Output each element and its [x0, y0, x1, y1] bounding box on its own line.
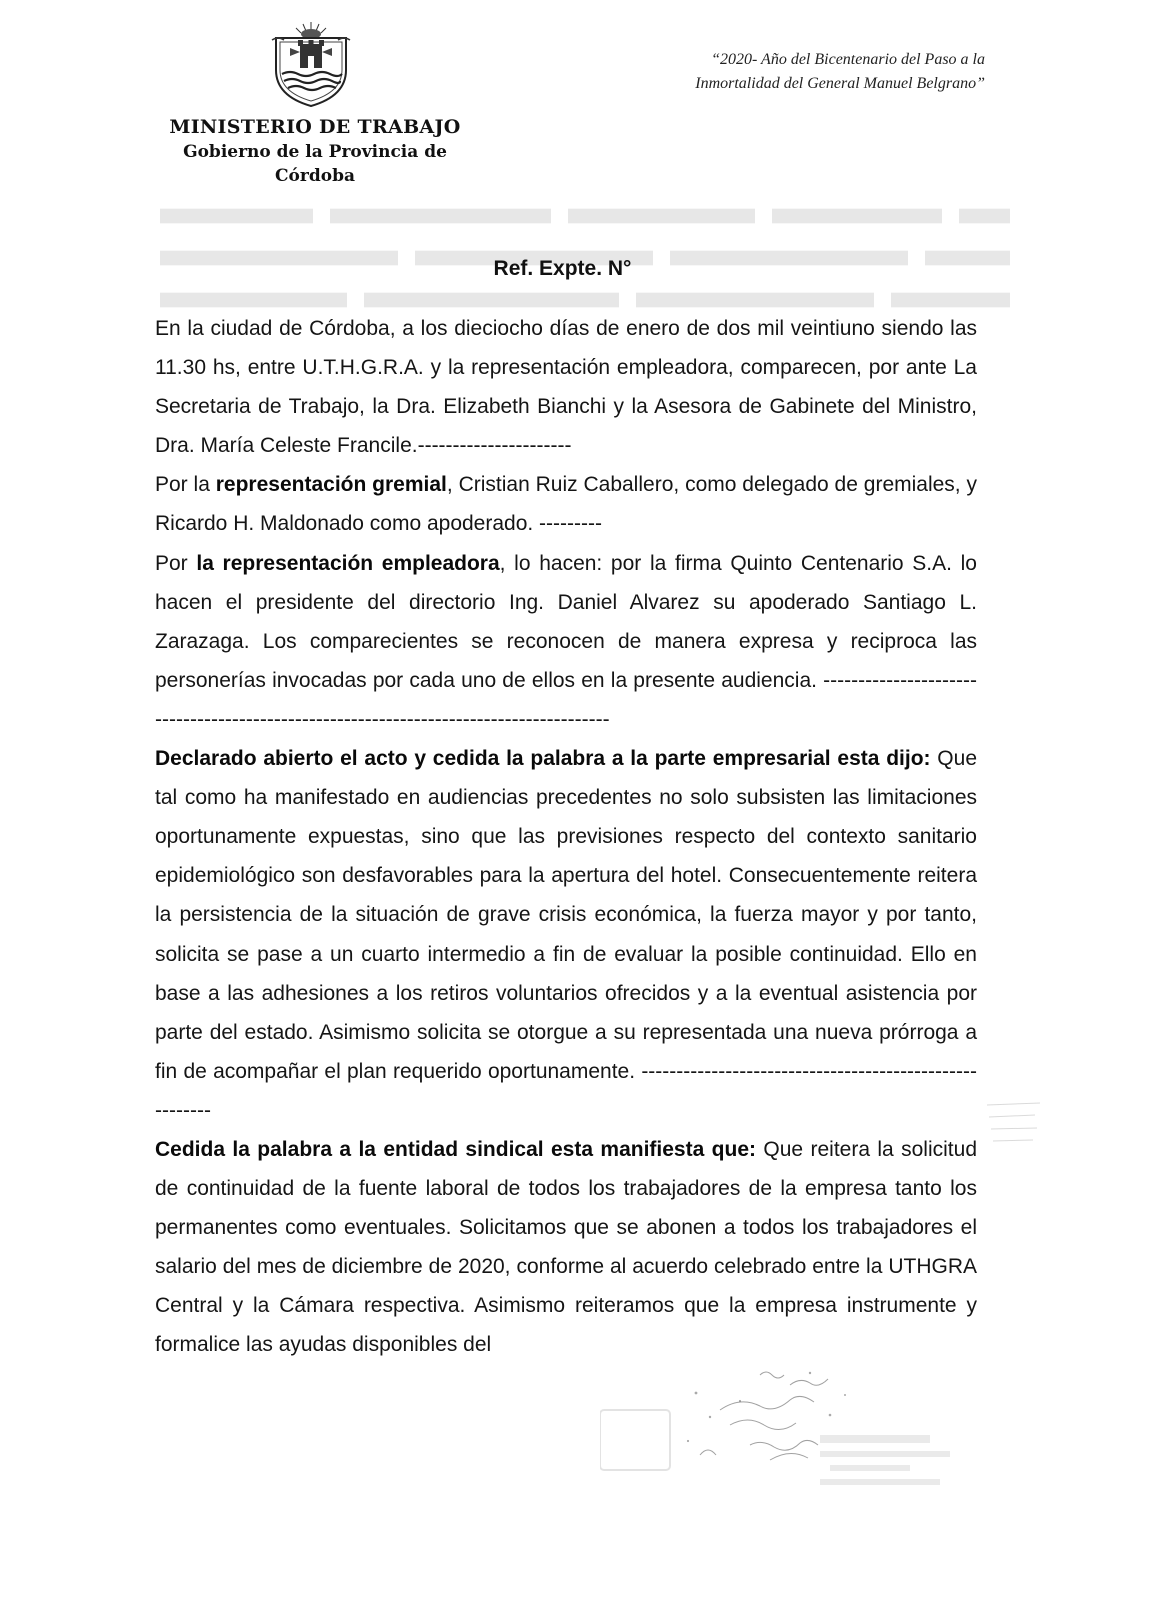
ministry-name-block [150, 114, 480, 188]
p4-text-b: Que tal como ha manifestado en audiencias precedentes no solo subsisten las limitaciones oportunamente expuestas, sino que las previsiones respecto del contexto sanitario epidemiológico son desfavorables para la apertura del hotel. Consecuentemente reitera la persistencia de la situación de grave crisis económica, la fuerza mayor y por tanto, solicita se pase a un cuarto intermedio a fin de evaluar la posible continuidad. Ello en base a las adhesiones a los retiros voluntarios ofrecidos y a la eventual asistencia por parte del estado. Asimismo solicita se otorgue a su representada una nueva prórroga a fin de acompañar el plan requerido oportunamente. -------------------------------------------------------- [155, 747, 977, 1122]
year-motto-line1: “2020- Año del Bicentenario del Paso a la [711, 51, 985, 68]
letterhead [0, 0, 1165, 186]
p5-text-b: Que reitera la solicitud de continuidad de la fuente laboral de todos los trabajadores de la empresa tanto los permanentes como eventuales. Solicitamos que se abonen a todos los trabajadores el salario del mes de diciembre de 2020, conforme al acuerdo celebrado entre la UTHGRA Central y la Cámara respectiva. Asimismo reiteramos que la empresa instrumente y formalice las ayudas disponibles del [155, 1137, 977, 1357]
province-coat-of-arms-icon [270, 18, 352, 110]
document-body [155, 309, 977, 1365]
paragraph-employer-statement [155, 739, 977, 1130]
p5-bold: Cedida la palabra a la entidad sindical esta manifiesta que: [155, 1137, 757, 1161]
p3-text-a: Por [155, 551, 197, 575]
p4-bold: Declarado abierto el acto y cedida la palabra a la parte empresarial esta dijo: [155, 747, 931, 771]
p2-text-b: , Cristian Ruiz Caballero, como delegado de gremiales, y Ricardo H. Maldonado como apoderado. --------- [155, 473, 978, 536]
year-motto [625, 48, 985, 96]
file-reference: Ref. Expte. N° [493, 257, 632, 280]
p2-text-a: Por la [155, 473, 216, 497]
paragraph-opening: En la ciudad de Córdoba, a los dieciocho días de enero de dos mil veintiuno siendo las 11.30 hs, entre U.T.H.G.R.A. y la representación empleadora, comparecen, por ante La Secretaria de Trabajo, la Dra. Elizabeth Bianchi y la Asesora de Gabinete del Ministro, Dra. María Celeste Francile.---------------------- [155, 317, 977, 458]
p3-text-b: , lo hacen: por la firma Quinto Centenario S.A. lo hacen el presidente del directorio Ing. Daniel Alvarez su apoderado Santiago L. Zarazaga. Los comparecientes se reconocen de manera expresa y reciproca las personerías invocadas por cada uno de ellos en la presente audiencia. --------------------------------------------------------------------------------------- [155, 551, 977, 731]
ministry-subtitle: Gobierno de la Provincia de Córdoba [183, 142, 447, 186]
margin-stamp-icon [985, 1095, 1045, 1165]
year-motto-line2: Inmortalidad del General Manuel Belgrano” [695, 75, 985, 92]
paragraph-union-statement [155, 1130, 977, 1365]
paragraph-union-representation [155, 465, 977, 543]
p2-bold: representación gremial [215, 473, 447, 497]
ministry-title: MINISTERIO DE TRABAJO [169, 116, 461, 138]
p3-bold: la representación empleadora [196, 551, 500, 575]
paragraph-employer-representation [155, 544, 977, 739]
signature-stamp-icon [600, 1355, 1020, 1535]
